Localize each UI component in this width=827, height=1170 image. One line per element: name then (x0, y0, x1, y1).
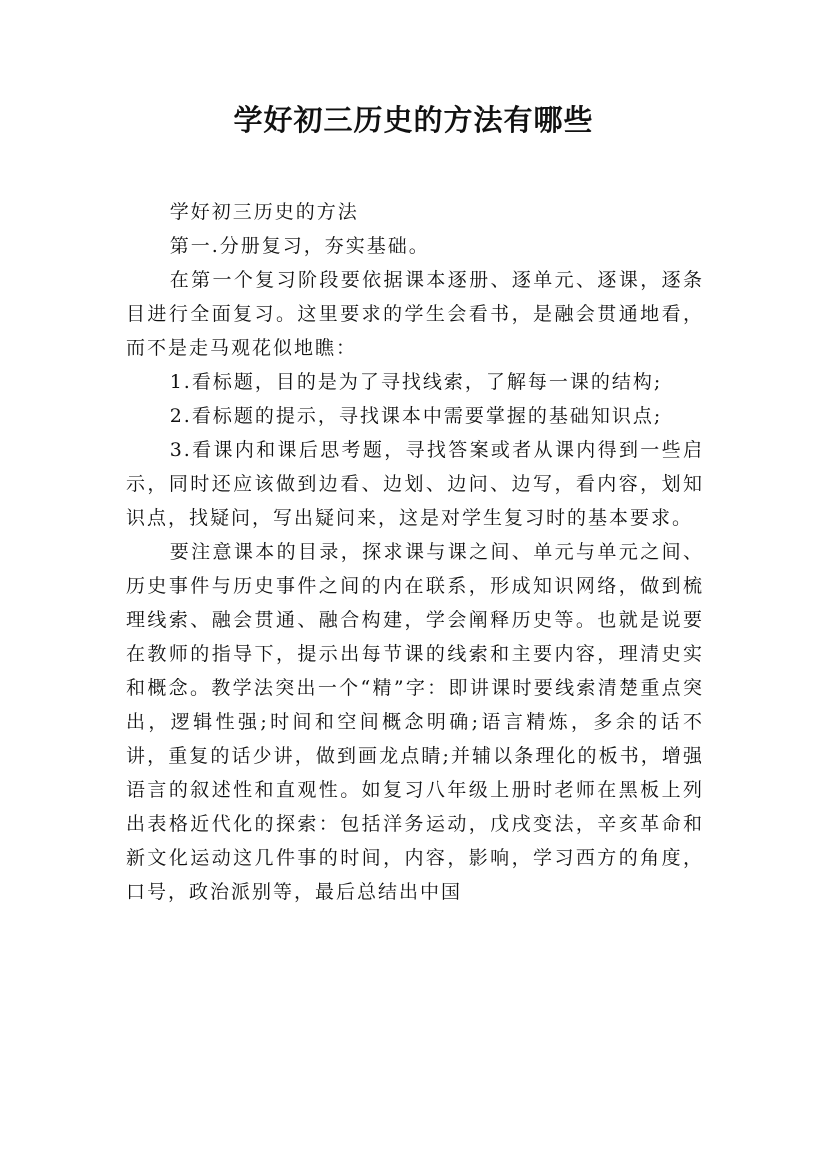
section-subheading: 第一.分册复习，夯实基础。 (169, 235, 430, 257)
list-item: 2.看标题的提示，寻找课本中需要掌握的基础知识点; (169, 405, 663, 427)
body-paragraph: 要注意课本的目录，探求课与课之间、单元与单元之间、历史事件与历史事件之间的内在联系，形成知识网络，做到梳理线索、融会贯通、融合构建，学会阐释历史等。也就是说要在教师的指导下，提示出每节课的线索和主要内容，理清史实和概念。教学法突出一个“精”字：即讲课时要线索清楚重点突出，逻辑性强;时间和空间概念明确;语言精炼，多余的话不讲，重复的话少讲，做到画龙点睛;并辅以条理化的板书，增强语言的叙述性和直观性。如复习八年级上册时老师在黑板上列出表格近代化的探索：包括洋务运动，戊戌变法，辛亥革命和新文化运动这几件事的时间，内容，影响，学习西方的角度，口号，政治派别等，最后总结出中国 (126, 541, 704, 903)
list-item: 1.看标题，目的是为了寻找线索，了解每一课的结构; (169, 371, 663, 393)
body-paragraph: 在第一个复习阶段要依据课本逐册、逐单元、逐课，逐条目进行全面复习。这里要求的学生会看书，是融会贯通地看，而不是走马观花似地瞧： (126, 269, 704, 359)
list-item: 3.看课内和课后思考题，寻找答案或者从课内得到一些启示，同时还应该做到边看、边划、边问、边写，看内容，划知识点，找疑问，写出疑问来，这是对学生复习时的基本要求。 (126, 439, 704, 529)
document-body (126, 195, 704, 909)
document-title: 学好初三历史的方法有哪些 (233, 103, 594, 137)
section-heading: 学好初三历史的方法 (169, 201, 359, 223)
